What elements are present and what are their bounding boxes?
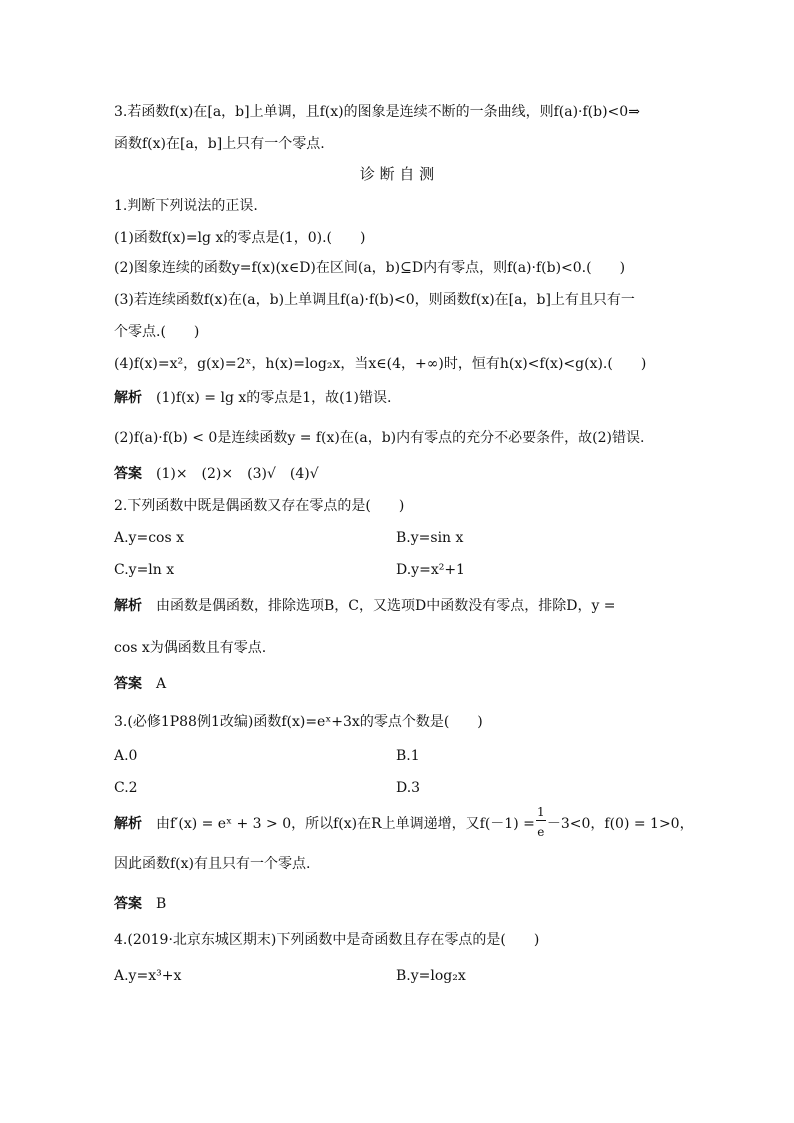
analysis-label: 解析 xyxy=(114,390,142,406)
q2-analysis-1 xyxy=(114,596,616,616)
q3-answer xyxy=(114,894,166,914)
answer-text: (1)× (2)× (3)√ (4)√ xyxy=(156,466,319,482)
theorem-line-1: 3.若函数f(x)在[a，b]上单调，且f(x)的图象是连续不断的一条曲线，则f(a)·f(b)<0⇒ xyxy=(114,104,640,120)
q2-option-d: D.y=x²+1 xyxy=(396,562,465,578)
q2-option-a: A.y=cos x xyxy=(114,530,184,546)
answer-label: 答案 xyxy=(114,466,142,482)
q3-option-c: C.2 xyxy=(114,780,138,796)
q3-option-a: A.0 xyxy=(114,748,138,764)
q2-option-c: C.y=ln x xyxy=(114,562,175,578)
q4-option-a: A.y=x³+x xyxy=(114,968,182,984)
q3-option-b: B.1 xyxy=(396,748,420,764)
theorem-line-2: 函数f(x)在[a，b]上只有一个零点. xyxy=(114,136,325,152)
analysis-text-pre: 由f′(x) = eˣ + 3 > 0，所以f(x)在R上单调递增，又f(－1) = xyxy=(156,816,535,832)
analysis-label: 解析 xyxy=(114,816,142,832)
q2-analysis-2: cos x为偶函数且有零点. xyxy=(114,640,267,656)
analysis-text: 由函数是偶函数，排除选项B，C，又选项D中函数没有零点，排除D，y = xyxy=(156,598,616,614)
answer-text: A xyxy=(156,676,167,692)
q1-analysis-2: (2)f(a)·f(b) < 0是连续函数y = f(x)在(a，b)内有零点的充分不必要条件，故(2)错误. xyxy=(114,430,645,446)
q4-stem: 4.(2019·北京东城区期末)下列函数中是奇函数且存在零点的是( ) xyxy=(114,932,540,948)
q3-analysis-1 xyxy=(114,805,694,839)
fraction-bar xyxy=(536,820,546,821)
q4-option-b: B.y=log₂x xyxy=(396,968,466,984)
answer-text: B xyxy=(156,896,167,912)
q1-statement-4: (4)f(x)=x²，g(x)=2ˣ，h(x)=log₂x，当x∈(4，+∞)时，恒有h(x)<f(x)<g(x).( ) xyxy=(114,356,647,372)
q3-analysis-2: 因此函数f(x)有且只有一个零点. xyxy=(114,856,311,872)
q2-stem: 2.下列函数中既是偶函数又存在零点的是( ) xyxy=(114,498,405,514)
q1-analysis-1 xyxy=(114,388,391,408)
q1-statement-3b: 个零点.( ) xyxy=(114,324,200,340)
q1-statement-1: (1)函数f(x)=lg x的零点是(1，0).( ) xyxy=(114,230,366,246)
fraction-denominator: e xyxy=(537,825,545,839)
fraction-one-over-e xyxy=(535,805,547,839)
q2-option-b: B.y=sin x xyxy=(396,530,464,546)
q1-answer xyxy=(114,464,319,484)
analysis-text: (1)f(x) = lg x的零点是1，故(1)错误. xyxy=(156,390,392,406)
section-title: 诊 断 自 测 xyxy=(359,165,435,183)
fraction-numerator: 1 xyxy=(537,805,545,819)
answer-label: 答案 xyxy=(114,896,142,912)
q1-statement-3a: (3)若连续函数f(x)在(a，b)上单调且f(a)·f(b)<0，则函数f(x)在[a，b]上有且只有一 xyxy=(114,292,635,308)
analysis-label: 解析 xyxy=(114,598,142,614)
q3-option-d: D.3 xyxy=(396,780,421,796)
q3-stem: 3.(必修1P88例1改编)函数f(x)=eˣ+3x的零点个数是( ) xyxy=(114,714,483,730)
answer-label: 答案 xyxy=(114,676,142,692)
q1-stem: 1.判断下列说法的正误. xyxy=(114,198,258,214)
analysis-text-post: －3<0，f(0) = 1>0， xyxy=(546,816,694,832)
q2-answer xyxy=(114,674,166,694)
q1-statement-2: (2)图象连续的函数y=f(x)(x∈D)在区间(a，b)⊆D内有零点，则f(a)·f(b)<0.( ) xyxy=(114,260,626,276)
